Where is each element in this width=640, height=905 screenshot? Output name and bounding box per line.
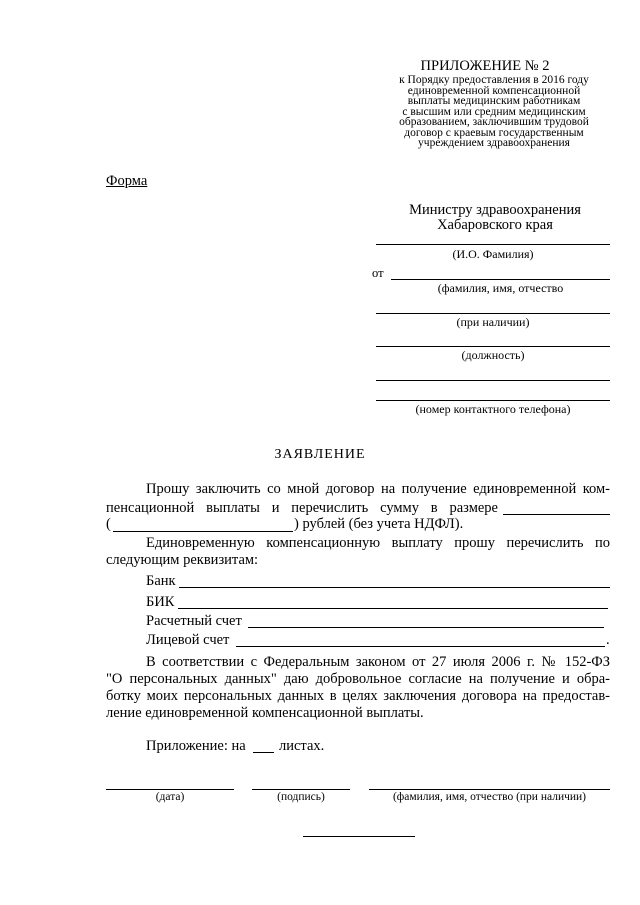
- footer-separator: [303, 836, 415, 837]
- settlement-account-field[interactable]: [248, 627, 604, 628]
- appendix-title: ПРИЛОЖЕНИЕ № 2: [420, 58, 550, 74]
- full-name-field[interactable]: [391, 279, 610, 280]
- bik-label: БИК: [146, 594, 175, 610]
- appendix-line: выплаты медицинским работникам: [407, 95, 581, 107]
- io-name-caption: (И.О. Фамилия): [452, 247, 534, 261]
- date-caption: (дата): [155, 791, 185, 803]
- from-label: от: [372, 266, 384, 280]
- paragraph-3-line-1: В соответствии с Федеральным законом от 27 июля 2006 г. № 152-ФЗ: [146, 654, 610, 670]
- paragraph-3-line-3: ботку моих персональных данных в целях заключения договора на предостав-: [106, 688, 610, 704]
- appendix-line: единовременной компенсационной: [407, 84, 581, 97]
- personal-account-period: .: [606, 632, 610, 648]
- patronymic-caption: (при наличии): [456, 315, 530, 329]
- signer-name-caption: (фамилия, имя, отчество (при наличии): [392, 791, 587, 803]
- position-field[interactable]: [376, 346, 610, 347]
- appendix-line: договор с краевым государственным: [404, 126, 584, 139]
- settlement-account-label: Расчетный счет: [146, 613, 242, 629]
- amount-words-field[interactable]: [113, 531, 293, 532]
- appendix-line: учреждением здравоохранения: [418, 137, 570, 149]
- paragraph-3-line-2: "О персональных данных" даю добровольное согласие на получение и обра-: [106, 671, 610, 687]
- phone-caption: (номер контактного телефона): [415, 402, 571, 416]
- addressee-line-2: Хабаровского края: [437, 216, 553, 233]
- appendix-line: к Порядку предоставления в 2016 году: [399, 74, 589, 86]
- addressee-block: [380, 203, 610, 232]
- full-name-field-continued[interactable]: [376, 313, 610, 314]
- attachment-prefix: Приложение: на: [146, 738, 246, 754]
- bank-label: Банк: [146, 573, 176, 589]
- appendix-line: образованием, заключившим трудовой: [399, 116, 589, 128]
- io-name-field[interactable]: [376, 244, 610, 245]
- appendix-line: с высшим или средним медицинским: [402, 105, 586, 118]
- bank-field[interactable]: [179, 587, 610, 588]
- personal-account-field[interactable]: [236, 646, 605, 647]
- phone-field[interactable]: [376, 400, 610, 401]
- attachment-suffix: листах.: [279, 738, 325, 754]
- paragraph-2-line-1: Единовременную компенсационную выплату прошу перечислить по: [146, 535, 610, 551]
- paragraph-3-line-4: ление единовременной компенсационной выплаты.: [106, 705, 424, 721]
- paragraph-1-line-1: Прошу заключить со мной договор на получение единовременной ком-: [146, 481, 610, 497]
- signer-name-field[interactable]: [369, 789, 610, 790]
- document-heading: ЗАЯВЛЕНИЕ: [274, 447, 366, 462]
- bik-field[interactable]: [178, 608, 608, 609]
- position-caption: (должность): [461, 348, 525, 362]
- paragraph-2-line-2: следующим реквизитам:: [106, 552, 259, 568]
- personal-account-label: Лицевой счет: [146, 632, 230, 648]
- paragraph-1-line-2: пенсационной выплаты и перечислить сумму в размере: [106, 500, 498, 516]
- full-name-caption: (фамилия, имя, отчество: [437, 281, 564, 295]
- attachment-count-field[interactable]: [253, 752, 274, 753]
- signature-caption: (подпись): [277, 791, 325, 803]
- amount-field[interactable]: [503, 514, 610, 515]
- amount-words-open: (: [106, 516, 111, 532]
- date-field[interactable]: [106, 789, 234, 790]
- signature-field[interactable]: [252, 789, 350, 790]
- extra-line-field[interactable]: [376, 380, 610, 381]
- appendix-description: [380, 75, 608, 149]
- addressee-line-1: Министру здравоохранения: [409, 202, 581, 218]
- amount-words-close: ) рублей (без учета НДФЛ).: [294, 516, 464, 532]
- form-label: Форма: [106, 173, 148, 189]
